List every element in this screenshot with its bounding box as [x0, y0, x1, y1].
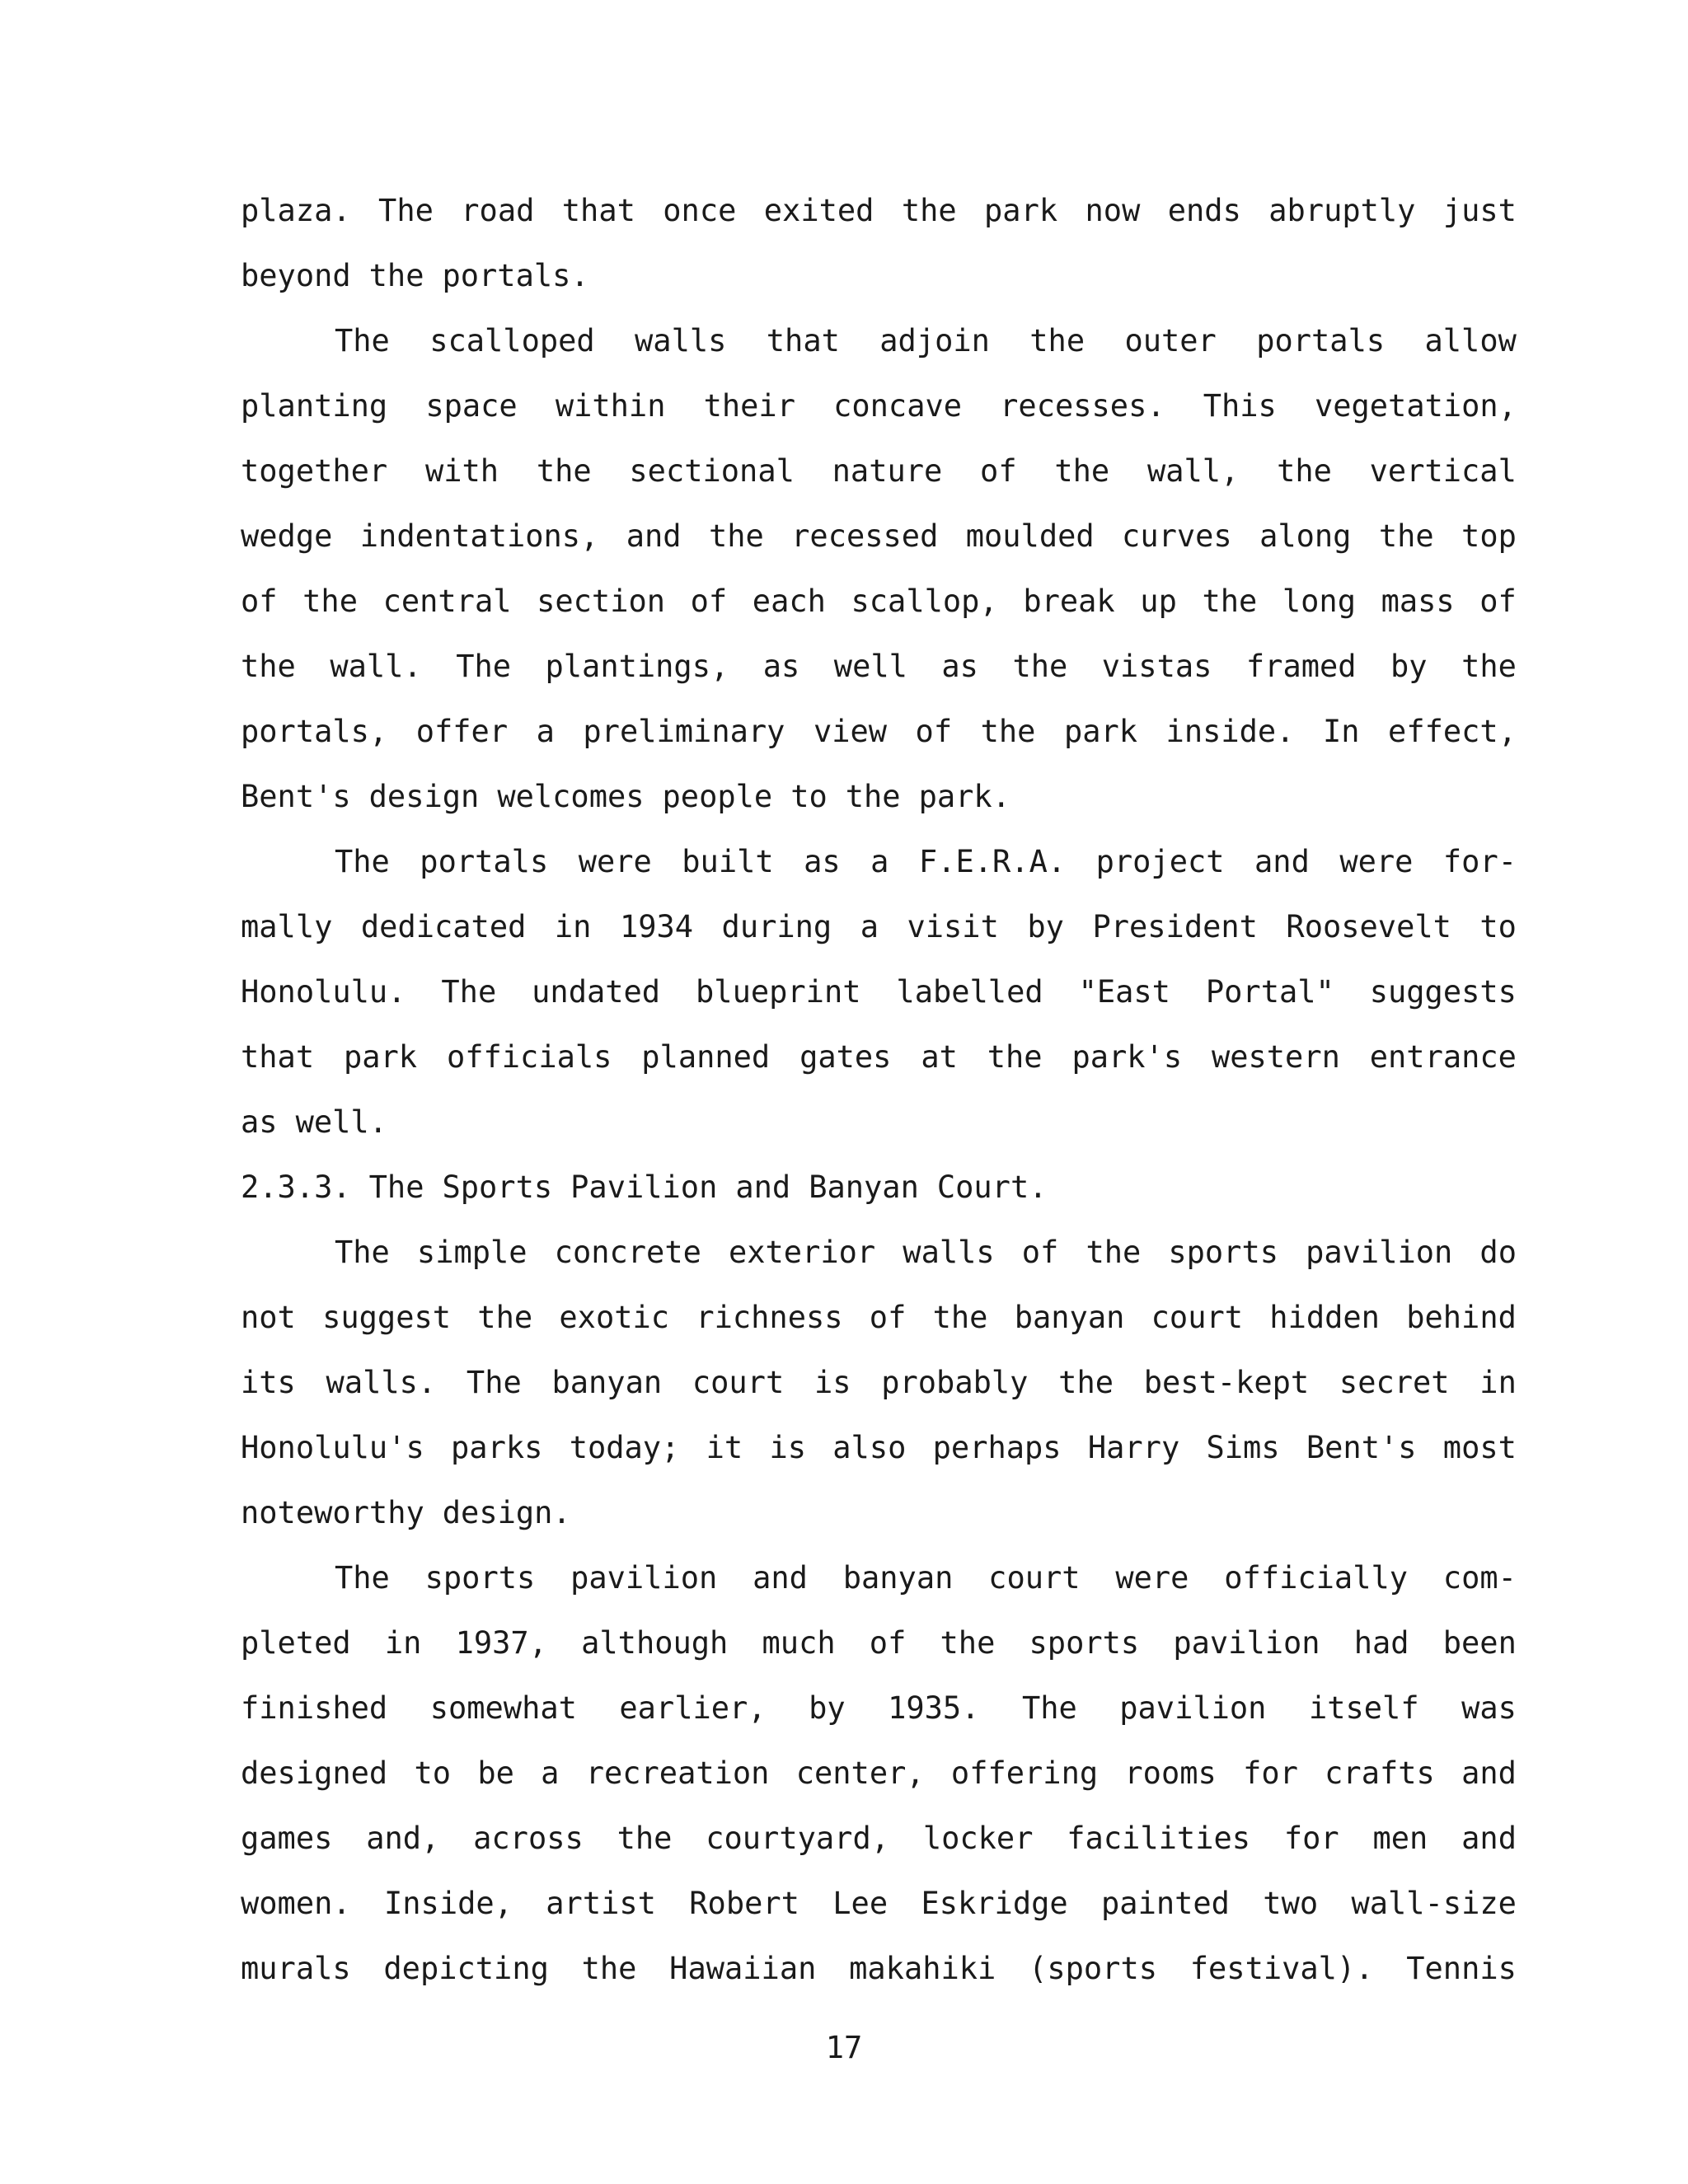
word: much	[762, 1625, 836, 1661]
word: that	[241, 1039, 315, 1075]
word: the	[368, 258, 424, 293]
word: makahiki	[849, 1951, 996, 1986]
word: walls	[635, 323, 727, 359]
word: by	[1390, 649, 1428, 684]
word: pavilion	[1119, 1690, 1267, 1726]
word: and	[626, 518, 682, 554]
word: is	[814, 1365, 851, 1400]
text-line	[241, 1488, 1517, 1554]
word: central	[382, 583, 512, 619]
word: outer	[1124, 323, 1217, 359]
word: long	[1282, 583, 1356, 619]
word: beyond	[241, 258, 351, 293]
word: during	[721, 909, 832, 944]
word: to	[414, 1755, 452, 1791]
word: The	[368, 1169, 424, 1205]
word: inside.	[1165, 714, 1295, 749]
text-line	[241, 772, 1517, 837]
word: The	[456, 649, 512, 684]
word: 2.3.3.	[241, 1169, 351, 1205]
word: project	[1095, 844, 1225, 879]
word: center,	[795, 1755, 925, 1791]
word: mass	[1381, 583, 1455, 619]
text-line	[241, 837, 1517, 902]
word: exterior	[728, 1235, 876, 1270]
word: and	[1461, 1755, 1517, 1791]
word: recessed	[791, 518, 939, 554]
word: their	[703, 388, 795, 424]
word: the	[477, 1300, 533, 1335]
word: perhaps	[932, 1430, 1062, 1465]
word: by	[1027, 909, 1064, 944]
word: com-	[1442, 1560, 1517, 1596]
word: The	[335, 323, 390, 359]
word: once	[663, 193, 737, 228]
text-line	[241, 1879, 1517, 1944]
word: dedicated	[360, 909, 527, 944]
word: Roosevelt	[1286, 909, 1451, 944]
word: although	[581, 1625, 729, 1661]
word: simple	[416, 1235, 528, 1270]
text-line	[241, 1228, 1517, 1293]
word: wall.	[330, 649, 422, 684]
word: of	[869, 1625, 907, 1661]
word: of	[869, 1300, 907, 1335]
word: men	[1372, 1821, 1428, 1856]
word: park	[1063, 714, 1138, 749]
word: portals,	[241, 714, 388, 749]
word: pleted	[241, 1625, 351, 1661]
word: indentations,	[359, 518, 599, 554]
word: been	[1442, 1625, 1517, 1661]
word: The	[378, 193, 434, 228]
word: finished	[241, 1690, 388, 1726]
word: as	[941, 649, 978, 684]
word: the	[980, 714, 1036, 749]
word: design	[368, 779, 480, 814]
word: planned	[641, 1039, 771, 1075]
word: abruptly	[1268, 193, 1416, 228]
text-line	[241, 1554, 1517, 1619]
word: along	[1259, 518, 1352, 554]
word: a	[860, 909, 879, 944]
word: offering	[950, 1755, 1099, 1791]
word: and	[735, 1169, 791, 1205]
word: Eskridge	[921, 1886, 1068, 1921]
word: plantings,	[545, 649, 729, 684]
word: President	[1092, 909, 1258, 944]
word: Honolulu's	[241, 1430, 424, 1465]
text-line	[241, 577, 1517, 642]
word: earlier,	[619, 1690, 767, 1726]
word: a	[536, 714, 555, 749]
word: exotic	[559, 1300, 670, 1335]
word: rooms	[1124, 1755, 1217, 1791]
word: somewhat	[429, 1690, 577, 1726]
word: built	[682, 844, 774, 879]
word: the	[1085, 1235, 1142, 1270]
word: vistas	[1101, 649, 1212, 684]
word: games	[241, 1821, 333, 1856]
text-line	[241, 1358, 1517, 1423]
word: adjoin	[879, 323, 990, 359]
word: of	[1021, 1235, 1059, 1270]
text-line	[241, 447, 1517, 512]
word: with	[424, 453, 499, 489]
text-line	[241, 1944, 1517, 2009]
word: wall-size	[1351, 1886, 1517, 1921]
word: 1934	[619, 909, 694, 944]
word: walls.	[326, 1365, 437, 1400]
text-line	[241, 902, 1517, 968]
text-line	[241, 642, 1517, 707]
word: scallop,	[851, 583, 998, 619]
word: the	[1012, 649, 1068, 684]
word: for	[1243, 1755, 1298, 1791]
text-line	[241, 316, 1517, 382]
word: court	[988, 1560, 1081, 1596]
word: plaza.	[241, 193, 351, 228]
text-line	[241, 1033, 1517, 1098]
word: entrance	[1369, 1039, 1517, 1075]
word: were	[578, 844, 652, 879]
text-line	[241, 251, 1517, 316]
word: and	[1254, 844, 1310, 879]
word: to	[790, 779, 828, 814]
word: its	[241, 1365, 296, 1400]
word: well.	[295, 1104, 387, 1140]
word: sectional	[629, 453, 795, 489]
word: "East	[1078, 974, 1170, 1010]
word: hidden	[1269, 1300, 1380, 1335]
word: murals	[241, 1951, 351, 1986]
word: best-kept	[1143, 1365, 1310, 1400]
word: Robert	[689, 1886, 799, 1921]
word: Bent's	[1306, 1430, 1417, 1465]
word: each	[752, 583, 826, 619]
word: wedge	[241, 518, 333, 554]
word: western	[1211, 1039, 1340, 1075]
word: gates	[799, 1039, 892, 1075]
word: pavilion	[570, 1560, 718, 1596]
word: the	[581, 1951, 637, 1986]
word: that	[561, 193, 635, 228]
word: the	[1461, 649, 1517, 684]
word: blueprint	[696, 974, 861, 1010]
text-line	[241, 1293, 1517, 1358]
word: banyan	[842, 1560, 954, 1596]
word: the	[617, 1821, 673, 1856]
word: The	[335, 1235, 390, 1270]
text-line	[241, 968, 1517, 1033]
word: it	[706, 1430, 743, 1465]
word: a	[541, 1755, 560, 1791]
word: The	[1021, 1690, 1077, 1726]
word: park's	[1071, 1039, 1183, 1075]
text-line	[241, 512, 1517, 577]
word: in	[1479, 1365, 1517, 1400]
word: park.	[918, 779, 1010, 814]
word: banyan	[551, 1365, 663, 1400]
word: The	[335, 1560, 390, 1596]
word: the	[987, 1039, 1043, 1075]
word: the	[241, 649, 296, 684]
word: for-	[1442, 844, 1517, 879]
word: at	[921, 1039, 958, 1075]
word: officially	[1224, 1560, 1409, 1596]
word: also	[832, 1430, 907, 1465]
word: was	[1461, 1690, 1517, 1726]
word: walls	[903, 1235, 995, 1270]
word: moulded	[965, 518, 1095, 554]
word: today;	[569, 1430, 680, 1465]
word: of	[690, 583, 728, 619]
word: preliminary	[583, 714, 785, 749]
word: of	[915, 714, 953, 749]
word: richness	[696, 1300, 843, 1335]
word: exited	[763, 193, 874, 228]
word: just	[1442, 193, 1517, 228]
text-line	[241, 1619, 1517, 1684]
word: ends	[1167, 193, 1241, 228]
word: The	[335, 844, 390, 879]
word: Sports	[442, 1169, 553, 1205]
word: courtyard,	[706, 1821, 889, 1856]
word: the	[536, 453, 592, 489]
word: and,	[366, 1821, 440, 1856]
word: now	[1085, 193, 1141, 228]
word: sports	[424, 1560, 536, 1596]
word: Court.	[936, 1169, 1048, 1205]
word: park	[343, 1039, 418, 1075]
word: top	[1461, 518, 1517, 554]
word: break	[1023, 583, 1115, 619]
word: people	[662, 779, 773, 814]
word: nature	[832, 453, 943, 489]
word: In	[1322, 714, 1360, 749]
word: Tennis	[1406, 1951, 1517, 1986]
text-line	[241, 1163, 1517, 1228]
word: Hawaiian	[669, 1951, 817, 1986]
word: the	[901, 193, 957, 228]
word: the	[302, 583, 358, 619]
word: the	[940, 1625, 996, 1661]
word: Inside,	[384, 1886, 513, 1921]
word: depicting	[383, 1951, 549, 1986]
word: suggests	[1369, 974, 1517, 1010]
word: women.	[241, 1886, 351, 1921]
word: wall,	[1146, 453, 1240, 489]
word: designed	[241, 1755, 388, 1791]
word: painted	[1101, 1886, 1230, 1921]
word: had	[1353, 1625, 1409, 1661]
word: facilities	[1067, 1821, 1251, 1856]
word: vegetation,	[1314, 388, 1517, 424]
word: itself	[1308, 1690, 1419, 1726]
word: curves	[1122, 518, 1232, 554]
word: by	[809, 1690, 846, 1726]
text-line	[241, 1423, 1517, 1488]
word: Honolulu.	[241, 974, 406, 1010]
word: in	[384, 1625, 422, 1661]
word: artist	[546, 1886, 656, 1921]
word: (sports	[1029, 1951, 1158, 1986]
body-text	[241, 186, 1517, 2009]
word: portals	[1256, 323, 1386, 359]
word: probably	[881, 1365, 1029, 1400]
word: The	[466, 1365, 522, 1400]
word: behind	[1406, 1300, 1517, 1335]
word: the	[708, 518, 764, 554]
text-line	[241, 382, 1517, 447]
word: is	[769, 1430, 806, 1465]
word: F.E.R.A.	[918, 844, 1067, 879]
word: and	[1461, 1821, 1517, 1856]
word: the	[1277, 453, 1332, 489]
text-line	[241, 707, 1517, 772]
word: together	[241, 453, 388, 489]
word: to	[1479, 909, 1517, 944]
word: scalloped	[429, 323, 595, 359]
word: welcomes	[497, 779, 645, 814]
word: banyan	[1014, 1300, 1125, 1335]
text-line	[241, 186, 1517, 251]
word: Portal"	[1205, 974, 1334, 1010]
word: 1937,	[455, 1625, 547, 1661]
word: Sims	[1206, 1430, 1280, 1465]
word: festival).	[1189, 1951, 1374, 1986]
word: Lee	[832, 1886, 889, 1921]
word: vertical	[1369, 453, 1517, 489]
word: mally	[241, 909, 333, 944]
word: section	[537, 583, 666, 619]
word: Harry	[1087, 1430, 1180, 1465]
word: framed	[1245, 649, 1357, 684]
word: were	[1115, 1560, 1189, 1596]
word: within	[555, 388, 666, 424]
word: as	[762, 649, 800, 684]
word: as	[241, 1104, 278, 1140]
word: secret	[1339, 1365, 1450, 1400]
word: Pavilion	[570, 1169, 718, 1205]
word: not	[241, 1300, 296, 1335]
word: visit	[907, 909, 999, 944]
word: road	[461, 193, 535, 228]
word: most	[1442, 1430, 1517, 1465]
word: do	[1479, 1235, 1517, 1270]
word: that	[766, 323, 840, 359]
word: locker	[922, 1821, 1034, 1856]
word: recreation	[585, 1755, 770, 1791]
word: recesses.	[1000, 388, 1165, 424]
word: across	[473, 1821, 584, 1856]
word: This	[1203, 388, 1277, 424]
word: The	[441, 974, 497, 1010]
word: portals.	[442, 258, 589, 293]
word: be	[477, 1755, 514, 1791]
word: concrete	[554, 1235, 701, 1270]
word: as	[804, 844, 841, 879]
word: crafts	[1325, 1755, 1435, 1791]
word: space	[425, 388, 518, 424]
word: were	[1339, 844, 1414, 879]
word: 1935.	[888, 1690, 980, 1726]
word: the	[1378, 518, 1434, 554]
page-number: 17	[825, 2030, 863, 2065]
word: for	[1283, 1821, 1339, 1856]
word: and	[753, 1560, 808, 1596]
word: the	[1054, 453, 1110, 489]
text-line	[241, 1684, 1517, 1749]
word: noteworthy	[241, 1495, 424, 1530]
word: planting	[241, 388, 388, 424]
word: suggest	[322, 1300, 452, 1335]
text-line	[241, 1814, 1517, 1879]
word: the	[1058, 1365, 1114, 1400]
word: offer	[415, 714, 509, 749]
word: parks	[451, 1430, 543, 1465]
word: view	[813, 714, 888, 749]
word: well	[833, 649, 907, 684]
word: park	[984, 193, 1058, 228]
word: undated	[532, 974, 661, 1010]
word: design.	[442, 1495, 571, 1530]
word: Banyan	[809, 1169, 919, 1205]
word: of	[1479, 583, 1517, 619]
word: Bent's	[241, 779, 351, 814]
word: labelled	[896, 974, 1043, 1010]
text-line	[241, 1749, 1517, 1814]
word: pavilion	[1306, 1235, 1453, 1270]
word: two	[1263, 1886, 1319, 1921]
word: of	[241, 583, 278, 619]
word: in	[554, 909, 592, 944]
word: sports	[1029, 1625, 1140, 1661]
word: allow	[1424, 323, 1517, 359]
word: pavilion	[1173, 1625, 1320, 1661]
word: sports	[1168, 1235, 1279, 1270]
word: the	[845, 779, 901, 814]
word: a	[870, 844, 889, 879]
word: the	[932, 1300, 988, 1335]
word: effect,	[1388, 714, 1517, 749]
word: up	[1140, 583, 1177, 619]
word: the	[1202, 583, 1258, 619]
word: portals	[420, 844, 549, 879]
word: officials	[446, 1039, 612, 1075]
word: court	[1151, 1300, 1244, 1335]
word: the	[1029, 323, 1085, 359]
word: of	[980, 453, 1017, 489]
text-line	[241, 1098, 1517, 1163]
word: concave	[833, 388, 963, 424]
word: court	[692, 1365, 785, 1400]
